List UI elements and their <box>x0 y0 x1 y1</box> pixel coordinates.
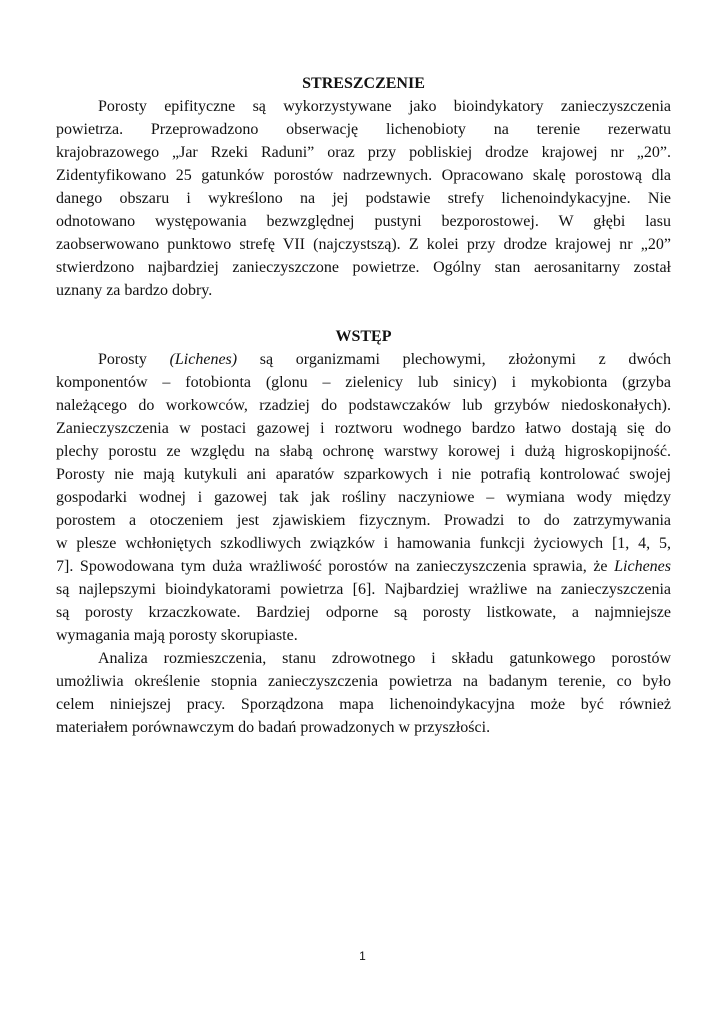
text-line <box>56 555 671 578</box>
text-line: Analiza rozmieszczenia, stanu zdrowotnego i składu gatunkowego porostów <box>98 650 671 667</box>
text-line: gospodarki wodnej i gazowej tak jak rośliny naczyniowe – wymiana wody między <box>56 489 671 506</box>
text-line: krajobrazowego „Jar Rzeki Raduni” oraz przy pobliskiej drodze krajowej nr „20”. <box>56 144 671 161</box>
intro-paragraph-1 <box>56 348 671 647</box>
text-line: Zanieczyszczenia w postaci gazowej i roztworu wodnego bardzo łatwo dostają się do <box>56 420 671 437</box>
text-line: w plesze wchłoniętych szkodliwych związków i hamowania funkcji życiowych [1, 4, 5, <box>56 535 671 552</box>
text-line: odnotowano występowania bezwzględnej pustyni bezporostowej. W głębi lasu <box>56 213 671 230</box>
page-number: 1 <box>359 949 366 963</box>
text-line: umożliwia określenie stopnia zanieczyszczenia powietrza na badanym terenie, co było <box>56 673 671 690</box>
text-line: komponentów – fotobionta (glonu – zielenicy lub sinicy) i mykobionta (grzyba <box>56 374 671 391</box>
abstract-paragraph <box>56 95 671 302</box>
text-line: plechy porostu ze względu na słabą ochronę warstwy korowej i dużą higroskopijność. <box>56 443 671 460</box>
text-line: wymagania mają porosty skorupiaste. <box>56 627 298 644</box>
text-line: są najlepszymi bioindykatorami powietrza [6]. Najbardziej wrażliwe na zanieczyszczenia <box>56 581 671 598</box>
text-line: porostem a otoczeniem jest zjawiskiem fizycznym. Prowadzi to do zatrzymywania <box>56 512 671 529</box>
text-line: Zidentyfikowano 25 gatunków porostów nadrzewnych. Opracowano skalę porostową dla <box>56 167 671 184</box>
latin-term: Lichenes <box>614 558 671 575</box>
abstract-heading: STRESZCZENIE <box>302 75 425 92</box>
text-line: materiałem porównawczym do badań prowadzonych w przyszłości. <box>56 719 491 736</box>
text-line: uznany za bardzo dobry. <box>56 282 213 299</box>
text-line: należącego do workowców, rzadziej do podstawczaków lub grzybów niedoskonałych). <box>56 397 671 414</box>
text-line: powietrza. Przeprowadzono obserwację lichenobioty na terenie rezerwatu <box>56 121 671 138</box>
text-run: 7]. Spowodowana tym duża wrażliwość porostów na zanieczyszczenia sprawia, że <box>56 558 615 575</box>
text-line: zaobserwowano punktowo strefę VII (najczystszą). Z kolei przy drodze krajowej nr „20” <box>56 236 671 253</box>
text-line: Porosty nie mają kutykuli ani aparatów szparkowych i nie potrafią kontrolować swojej <box>56 466 671 483</box>
text-run: są organizmami plechowymi, złożonymi z dwóch <box>237 351 671 368</box>
text-line: danego obszaru i wykreślono na jej podstawie strefy lichenoindykacyjne. Nie <box>56 190 671 207</box>
text-line: są porosty krzaczkowate. Bardziej odporne są porosty listkowate, a najmniejsze <box>56 604 671 621</box>
intro-heading: WSTĘP <box>335 328 392 345</box>
latin-term: (Lichenes) <box>169 351 238 368</box>
document-body <box>56 72 671 739</box>
text-run: Porosty <box>98 351 170 368</box>
text-line: Porosty epifityczne są wykorzystywane jako bioindykatory zanieczyszczenia <box>98 98 671 115</box>
text-line <box>56 348 671 371</box>
text-line: stwierdzono najbardziej zanieczyszczone powietrze. Ogólny stan aerosanitarny został <box>56 259 671 276</box>
intro-paragraph-2 <box>56 647 671 739</box>
text-line: celem niniejszej pracy. Sporządzona mapa lichenoindykacyjna może być również <box>56 696 671 713</box>
